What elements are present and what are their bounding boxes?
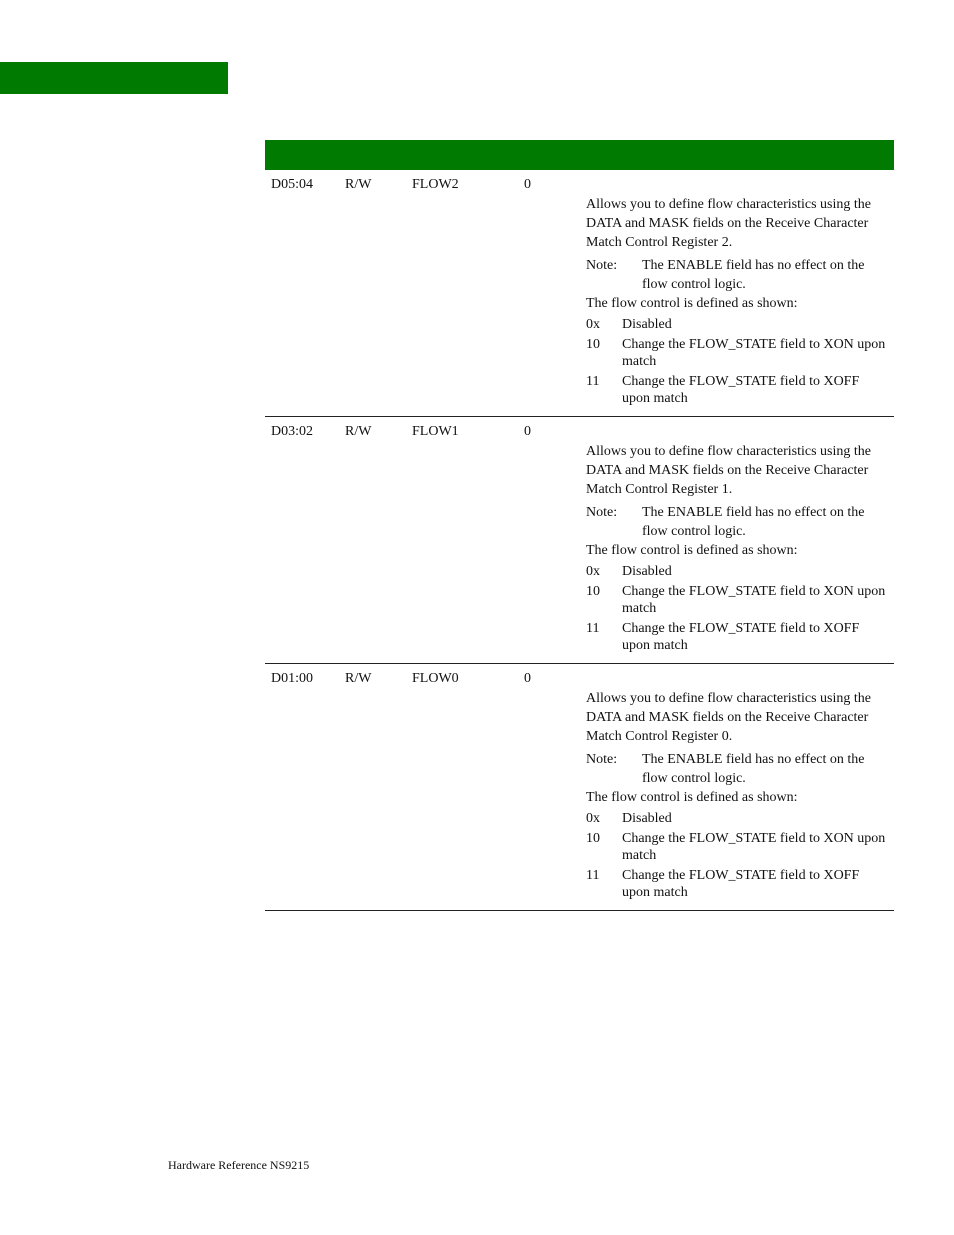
reset-cell: 0 [524, 177, 531, 192]
value-text: Change the FLOW_STATE field to XON upon match [622, 337, 886, 369]
value-code: 10 [586, 831, 600, 846]
page-footer: Hardware Reference NS9215 [168, 1158, 310, 1172]
value-text: Change the FLOW_STATE field to XOFF upon match [622, 374, 860, 406]
note-text: The ENABLE field has no effect on the flow control logic. [642, 258, 865, 292]
value-code: 0x [586, 564, 600, 579]
description-text: Allows you to define flow characteristics using the DATA and MASK fields on the Receive Character Match Control Register 2. [586, 197, 871, 250]
value-text: Change the FLOW_STATE field to XOFF upon match [622, 621, 860, 653]
value-text: Disabled [622, 317, 672, 332]
note-text: The ENABLE field has no effect on the flow control logic. [642, 505, 865, 539]
bits-cell: D01:00 [271, 671, 313, 686]
value-text: Change the FLOW_STATE field to XOFF upon match [622, 868, 860, 900]
value-code: 10 [586, 584, 600, 599]
description-cell [586, 417, 886, 663]
note [586, 503, 886, 541]
description-text: Allows you to define flow characteristics using the DATA and MASK fields on the Receive Character Match Control Register 0. [586, 691, 871, 744]
description-cell [586, 664, 886, 910]
chapter-tab [0, 62, 228, 94]
note-label: Note: [586, 505, 618, 520]
table-row [265, 170, 894, 417]
bits-cell: D03:02 [271, 424, 313, 439]
value-list [586, 810, 886, 901]
reset-cell: 0 [524, 424, 531, 439]
value-item [586, 373, 886, 407]
value-item [586, 620, 886, 654]
table-header-bar [265, 140, 894, 170]
value-code: 11 [586, 868, 600, 883]
note [586, 256, 886, 294]
table-row [265, 417, 894, 664]
value-list [586, 316, 886, 407]
access-cell: R/W [345, 424, 372, 439]
value-item [586, 830, 886, 864]
value-text: Change the FLOW_STATE field to XON upon match [622, 584, 886, 616]
note-text: The ENABLE field has no effect on the flow control logic. [642, 752, 865, 786]
value-text: Disabled [622, 564, 672, 579]
value-item [586, 867, 886, 901]
value-code: 11 [586, 621, 600, 636]
value-item [586, 810, 886, 827]
mnemonic-cell: FLOW1 [412, 424, 459, 439]
value-item [586, 583, 886, 617]
value-code: 11 [586, 374, 600, 389]
bits-cell: D05:04 [271, 177, 313, 192]
note-label: Note: [586, 258, 618, 273]
value-code: 10 [586, 337, 600, 352]
access-cell: R/W [345, 177, 372, 192]
value-list [586, 563, 886, 654]
table-row [265, 664, 894, 911]
value-text: Disabled [622, 811, 672, 826]
mnemonic-cell: FLOW0 [412, 671, 459, 686]
note-label: Note: [586, 752, 618, 767]
flow-intro-text: The flow control is defined as shown: [586, 790, 798, 805]
value-item [586, 563, 886, 580]
register-table [265, 140, 894, 911]
description-text: Allows you to define flow characteristics using the DATA and MASK fields on the Receive Character Match Control Register 1. [586, 444, 871, 497]
mnemonic-cell: FLOW2 [412, 177, 459, 192]
value-code: 0x [586, 317, 600, 332]
reset-cell: 0 [524, 671, 531, 686]
access-cell: R/W [345, 671, 372, 686]
flow-intro-text: The flow control is defined as shown: [586, 543, 798, 558]
value-item [586, 336, 886, 370]
value-code: 0x [586, 811, 600, 826]
note [586, 750, 886, 788]
value-text: Change the FLOW_STATE field to XON upon match [622, 831, 886, 863]
value-item [586, 316, 886, 333]
description-cell [586, 170, 886, 416]
flow-intro-text: The flow control is defined as shown: [586, 296, 798, 311]
